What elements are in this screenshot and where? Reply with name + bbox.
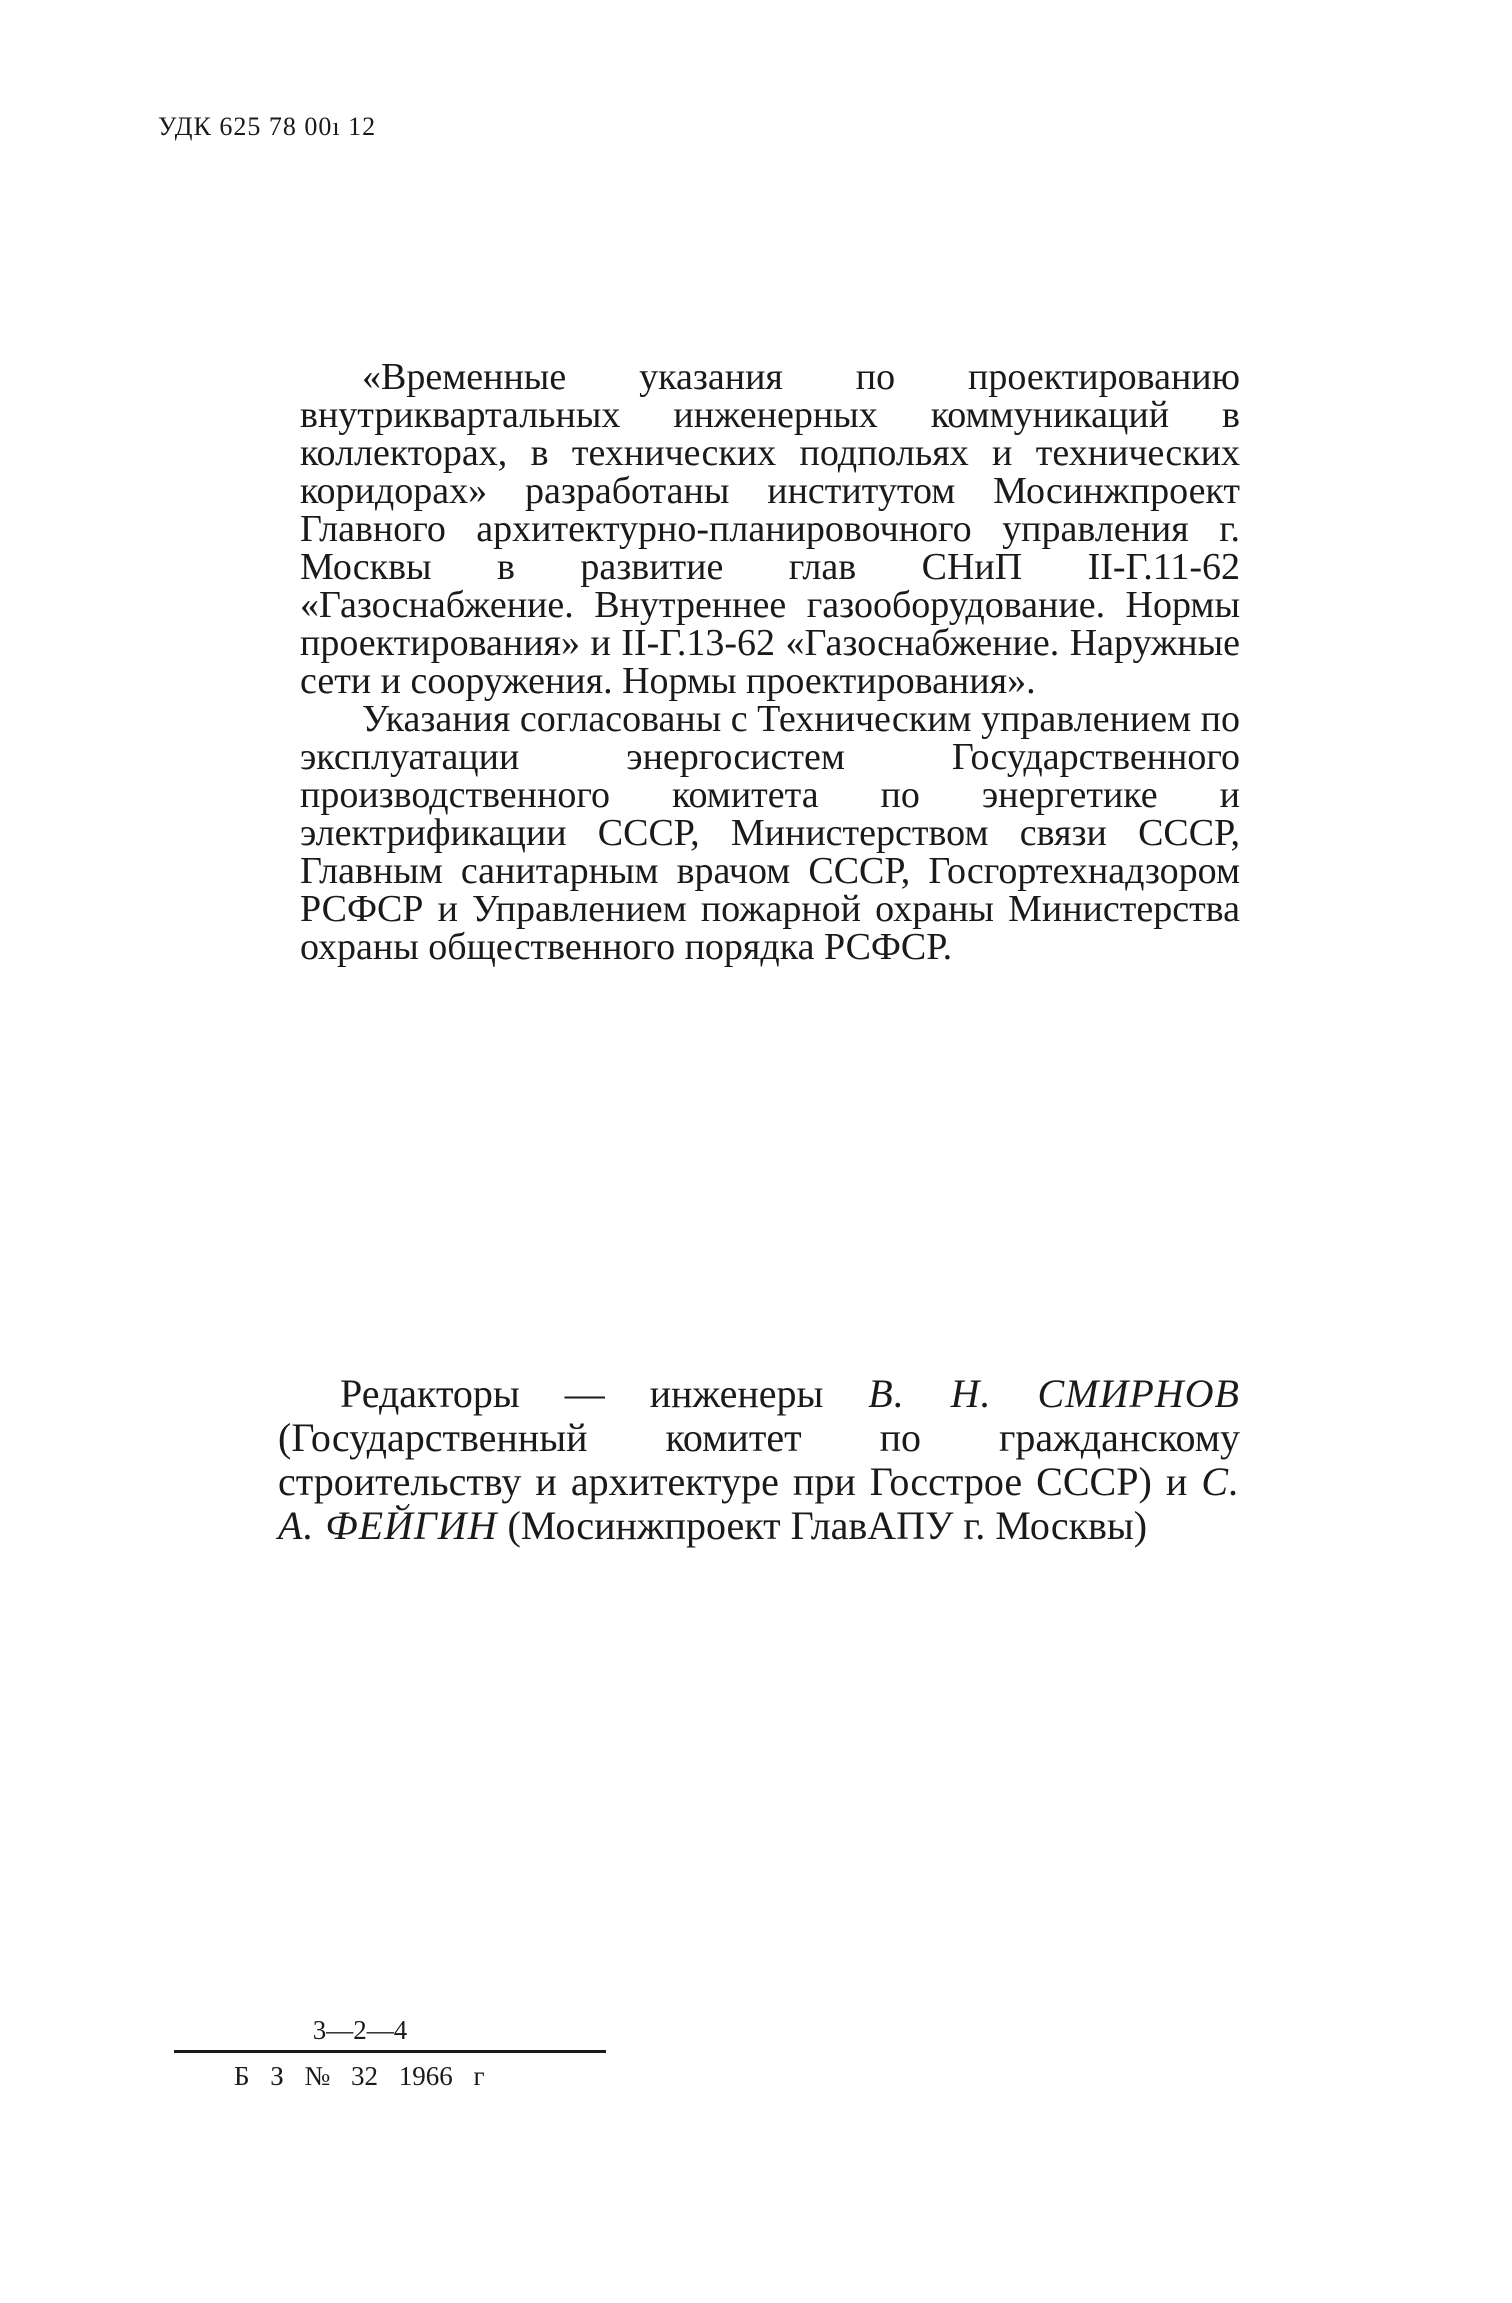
editors-paragraph	[278, 1372, 1240, 1548]
editors-lead: Редакторы — инженеры	[340, 1371, 869, 1416]
intro-paragraph: Указания согласованы с Техническим управлением по эксплуатации энергосистем Государственного производственного комитета по энергетике и электрификации СССР, Министерством связи СССР, Главным санитарным врачом СССР, Госгортехнадзором РСФСР и Управлением пожарной охраны Министерства охраны общественного порядка РСФСР.	[300, 698, 1240, 968]
udc-code: УДК 625 78 00ı 12	[158, 112, 377, 141]
editor-affiliation: (Мосинжпроект ГлавАПУ г. Москвы)	[497, 1503, 1148, 1548]
imprint-block	[174, 2012, 606, 2092]
editor-affiliation: (Государственный комитет по гражданскому строительству и архитектуре при Госстрое СССР) и	[278, 1415, 1240, 1504]
intro-paragraph: «Временные указания по проектированию внутриквартальных инженерных коммуникаций в коллекторах, в технических подпольях и технических коридорах» разработаны институтом Мосинжпроект Главного архитектурно-планировочного управления г. Москвы в развитие глав СНиП II-Г.11-62 «Газоснабжение. Внутреннее газооборудование. Нормы проектирования» и II-Г.13-62 «Газоснабжение. Наружные сети и сооружения. Нормы проектирования».	[300, 356, 1240, 702]
intro-section	[300, 358, 1240, 966]
editors-section	[278, 1372, 1240, 1548]
imprint-rule	[174, 2050, 606, 2053]
imprint-info: Б З № 32 1966 г	[234, 2061, 485, 2091]
imprint-code: 3—2—4	[312, 2015, 408, 2045]
editor-name: С. А. ФЕЙГИН	[278, 1459, 1240, 1548]
editor-name: В. Н. СМИРНОВ	[868, 1371, 1240, 1416]
